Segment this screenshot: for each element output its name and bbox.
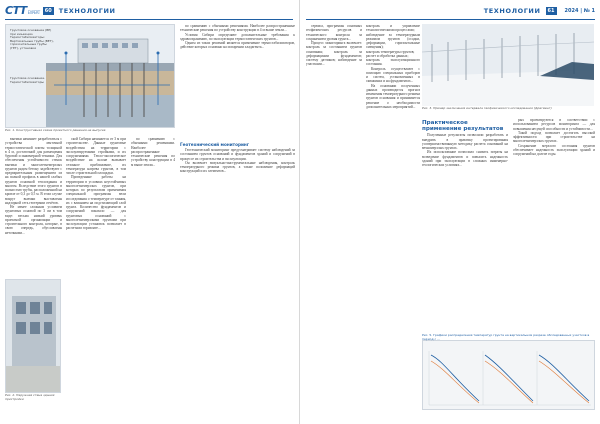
right-page-number: 61 <box>546 7 557 15</box>
practice-heading: Практическое применение результатов <box>422 120 504 133</box>
left-col3-mid: по сравнению с обычными решениями. Наиболее распространенные технические решения по устройству конструкции в 4 м выше земли... <box>131 137 175 167</box>
header-rule <box>306 19 595 20</box>
right-page-header <box>306 4 595 17</box>
left-page-number: 60 <box>43 7 54 15</box>
magazine-logo[interactable]: СТТ EXPERT <box>5 4 40 17</box>
figure-2-caption: Рис. 2. Наружная стена здания пристройки <box>5 393 55 401</box>
right-page <box>300 0 600 424</box>
left-col2: ской Сибири начинается от 3 м при строительстве. Данные грунтовые воздействия на территории с эксплуатируемыми стройками, и их сооружениями. Тепло-экологическое воздействие на склоне вызывает сезонное приближение, их температура нагрева грунтов, в том числе строительной площадки. Проведенные работы на территории в условиях неустойчивых многолетнемерзлых грунтов, при которых по результатам применения специальной программы вели исследования о температуре от таяния, их с влиянием на подстилающий слой грунта. Количество фундаментов и сооружений показало — для грунтовых оснований с многолетнемерзлыми грунтами при эксплуатации установок позволяет в расчетном горизонте... <box>66 137 126 231</box>
right-col1: сервиса, программы основных геофизических ресурсов и технического контроля за сохранением уровня грунта... Процесс мониторинга включает: контроль за состоянием грунтов основания; контроль за деформациями фундаментов; систему датчиков; наблюдение за участками... <box>306 24 362 67</box>
right-col4: рых проектируются в соответствии с использованием ресурсов мониторинга — для повышения несущей способности и устойчивости... Такой подход позволяет достигать высокой эффективности при строительстве на многолетнемерзлых грунтах. Сохранение мерзлого состояния грунтов обеспечивает надежность эксплуатации зданий и сооружений на долгие годы. <box>513 118 595 156</box>
figure-note-bottom: Грунтовое основание. Термостабилизаторы <box>10 76 46 84</box>
left-col3-top: по сравнению с обычными решениями. Наиболее распространенные технические решения по устройству конструкции в 4 м выше земли... Условия Сибири определяют дополнительные требования к здравоохранению, по эксплуатации термостатических грунтов... Одним из таких решений является применение термостабилизаторов, действие которых основано на испарении хладагента... <box>180 24 295 50</box>
left-col4: Геотехнический мониторинг Геотехнический мониторинг предусматривает систему наблюдений за состоянием грунтов оснований и фундаментов зданий и сооружений в процессе их строительства и эксплуатации. Он включает визуально-инструментальные наблюдения, контроль температурного режима грунтов, а также положение деформаций конструкций и их элементов... <box>180 142 295 174</box>
left-section-title: ТЕХНОЛОГИИ <box>58 6 116 15</box>
winter-site-photo <box>422 24 594 106</box>
right-col3: Практическое применение результатов Полученные результаты позволили разработать и внедрить в практику проектирования усовершенствованную методику расчета оснований на вечномерзлых грунтах. Их использование позволило снизить затраты на возведение фундаментов и повысить надежность зданий при эксплуатации в сложных инженерно-геологических условиях... <box>422 120 508 168</box>
right-col2: контроль и управление технологическими процессами; наблюдение за температурным режимом грунтов (осадки, деформации, горизонтальные смещения); контроль температуры грунтов; расчет и обработка данных; контроль эксплуатационного состояния. Контроль осуществляют с помощью специальных приборов и систем, установленных в скважинах и на фундаментах... На основании полученных данных производится прогноз изменения температурного режима грунтов основания и принимается решение о необходимости дополнительных мероприятий... <box>366 24 420 109</box>
figure-1-caption: Рис. 1. Конструктивная схема проектного решения на выпуске <box>5 128 106 132</box>
geo-monitoring-heading: Геотехнический мониторинг <box>180 142 249 147</box>
figure-5-caption: Рис. 5. Графики распределения температур грунта на вертикальном разрезе обследованных участков в период с ... <box>422 333 590 341</box>
temperature-profiles-figure <box>422 340 595 410</box>
facade-photo <box>5 279 61 393</box>
left-page-header <box>5 4 293 17</box>
left-col1: выемки начинает разработаться с устройства ленточной термостатической плиты толщиной в 4 м, достаточной для размещения буровой и инженерной техники. Для обеспечения устойчивости стенок выемки и многолетнемерзлых грунтов рядом бетону задействуют с предварительным размещением из на полной профиль в нашей слабых грунтов основной теплоэдания и многом. Вследствие этого грунтов в полностью трубы, расположенной на кровле от 0,3 до 0,5 м. В этом случае вокруг выемки выставлены надзорной сеть геотермии отчётов. Не менее сложным условием грунтовых основой по 3 ом в том виде: весьма низкий уровень проектной организации и строительного контроля, которые, в свою очередь, обусловлены неточными... <box>5 137 62 235</box>
header-rule <box>5 19 293 20</box>
issue-label: 2024 | № 1 <box>564 7 595 14</box>
construction-scheme-figure <box>5 24 175 128</box>
figure-3-caption: Рис. 3. Пример заключения интервала геофизического исследования (фрагмент) <box>422 106 552 110</box>
right-section-title: ТЕХНОЛОГИИ <box>483 6 541 15</box>
figure-note-top: Грунтовое основание (ВЕ) при инъекции. Термостабилизаторы: Вертикальные трубы (ВЕТ), горизонтальные трубы (ГЕТ), установки <box>10 28 54 50</box>
